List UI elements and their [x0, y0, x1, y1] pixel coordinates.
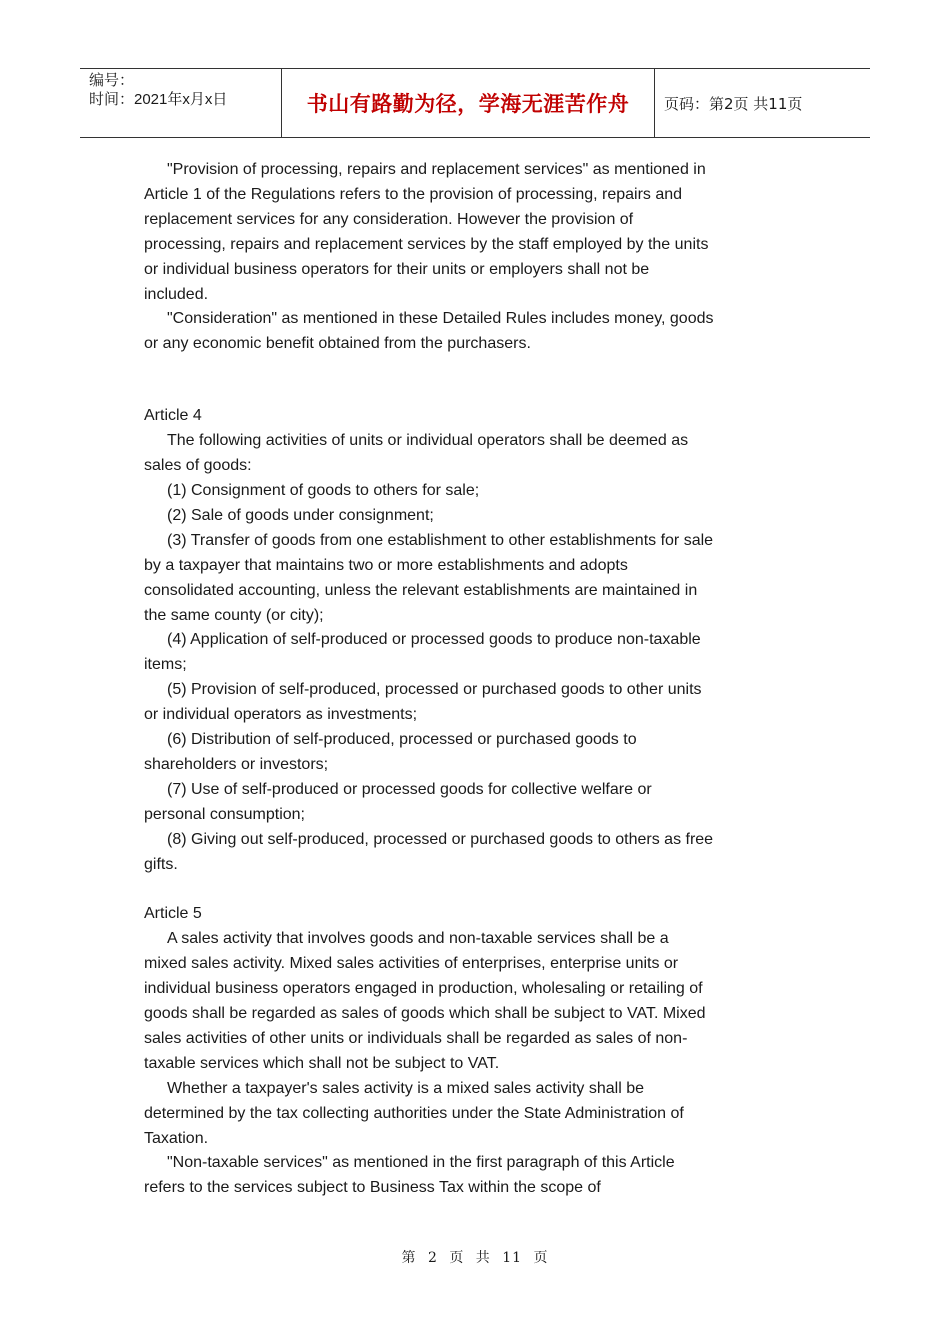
footer-text: 页 — [533, 1250, 549, 1266]
list-item: (7) Use of self-produced or processed goods for collective welfare or personal consumption; — [144, 780, 652, 823]
paragraph: "Consideration" as mentioned in these Detailed Rules includes money, goods or any economic benefit obtained from the purchasers. — [144, 310, 714, 353]
list-item: (2) Sale of goods under consignment; — [167, 506, 434, 524]
list-item: (3) Transfer of goods from one establishment to other establishments for sale by a taxpayer that maintains two or more establishments and adopts consolidated accounting, unless the relevant establishments are maintained in the same county (or city); — [144, 531, 714, 624]
footer-total-pages: 11 — [502, 1250, 523, 1266]
list-item: (5) Provision of self-produced, processed or purchased goods to other units or individual operators as investments; — [144, 681, 702, 724]
paragraph: Whether a taxpayer's sales activity is a mixed sales activity shall be determined by the tax collecting authorities under the State Administration of Taxation. — [144, 1079, 684, 1147]
paragraph: The following activities of units or individual operators shall be deemed as sales of goods: — [144, 432, 689, 475]
footer-text: 共 — [475, 1250, 491, 1266]
header-motto: 书山有路勤为径，学海无涯苦作舟 — [281, 69, 655, 137]
page-header — [80, 68, 870, 138]
article-5-heading: Article 5 — [144, 905, 202, 923]
page-footer — [0, 1247, 950, 1267]
header-meta — [80, 69, 281, 137]
paragraph: "Provision of processing, repairs and replacement services" as mentioned in Article 1 of the Regulations refers to the provision of processing, repairs and replacement services for any consideration. However the provision of processing, repairs and replacement services by the staff employed by the units or individual business operators for their units or employers shall not be included. — [144, 161, 709, 303]
list-item: (6) Distribution of self-produced, processed or purchased goods to shareholders or investors; — [144, 731, 637, 773]
document-body — [144, 158, 714, 1201]
list-item: (8) Giving out self-produced, processed or purchased goods to others as free gifts. — [144, 830, 714, 873]
document-number-label: 编号： — [89, 72, 135, 89]
list-item: (1) Consignment of goods to others for sale; — [167, 481, 480, 499]
paragraph: A sales activity that involves goods and non-taxable services shall be a mixed sales activity. Mixed sales activities of enterprises, enterprise units or individual business operators engaged in production, wholesaling or retailing of goods shall be regarded as sales of goods which shall be subject to VAT. Mixed sales activities of other units or individuals shall be regarded as sales of non-taxable services which shall not be subject to VAT. — [144, 930, 706, 1072]
list-item: (4) Application of self-produced or processed goods to produce non-taxable items; — [144, 631, 701, 674]
header-page-number: 页码：第2页 共11页 — [664, 94, 803, 113]
paragraph: "Non-taxable services" as mentioned in the first paragraph of this Article refers to the services subject to Business Tax within the scope of — [144, 1154, 675, 1197]
footer-page-number: 2 — [427, 1250, 438, 1266]
footer-text: 页 — [449, 1250, 465, 1266]
document-time-label: 时间：2021年x月x日 — [89, 91, 228, 108]
article-4-heading: Article 4 — [144, 407, 202, 425]
footer-text: 第 — [401, 1250, 417, 1266]
